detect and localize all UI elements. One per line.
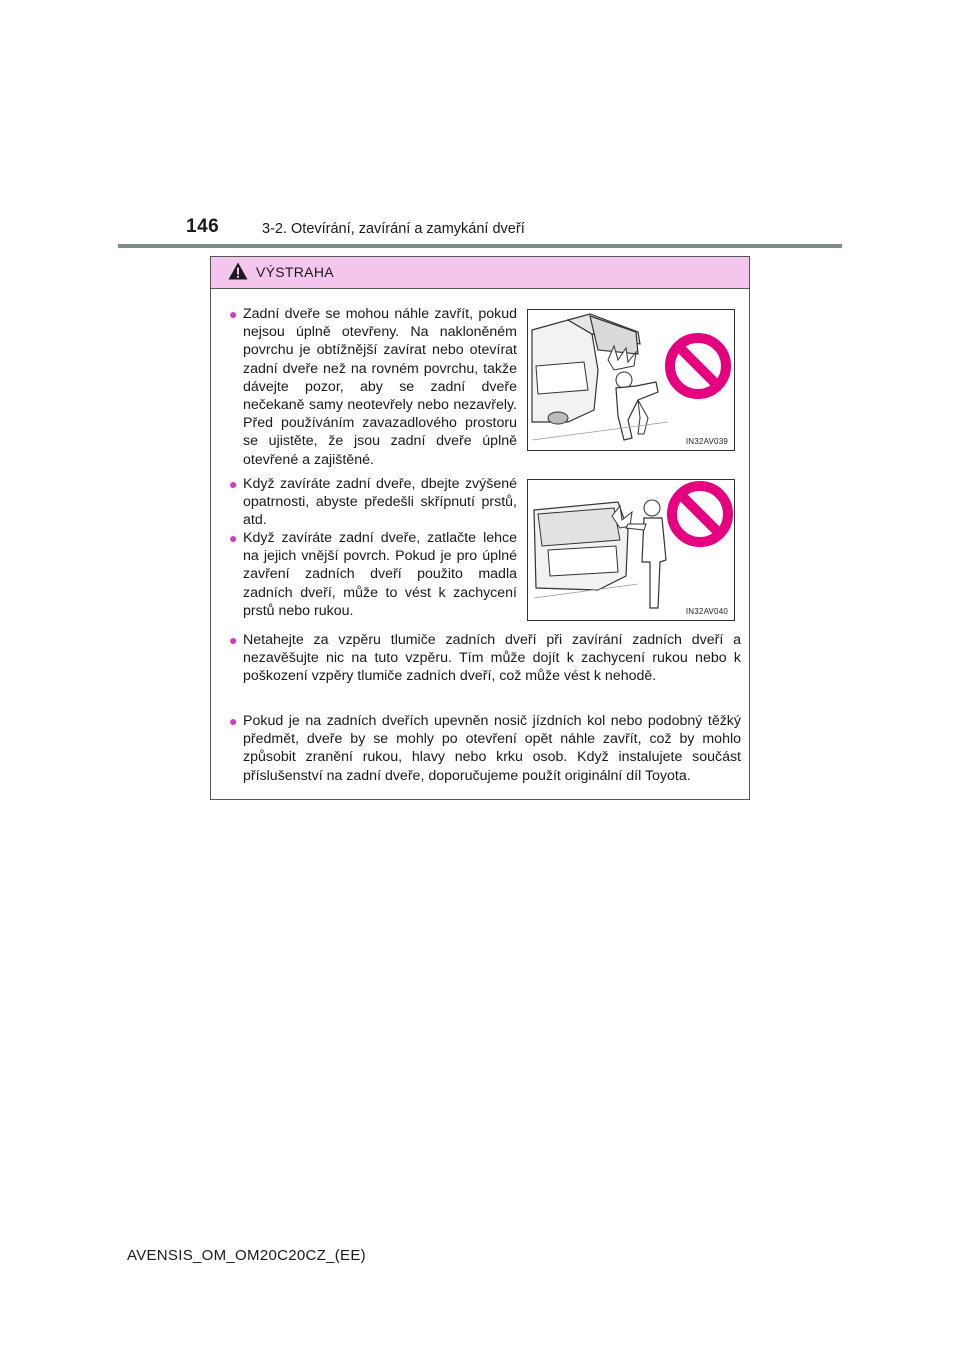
warning-item bbox=[229, 305, 517, 469]
warning-box bbox=[210, 256, 750, 800]
finger-pinch-illustration bbox=[528, 480, 734, 620]
warning-title: VÝSTRAHA bbox=[256, 264, 334, 280]
warning-item-text: Když zavíráte zadní dveře, dbejte zvýšené opatrnosti, abyste předešli skřípnutí prstů, atd. bbox=[243, 476, 517, 529]
prohibition-icon bbox=[672, 486, 728, 542]
warning-header bbox=[211, 257, 749, 289]
bullet-icon: ● bbox=[229, 530, 238, 546]
section-title: 3-2. Otevírání, zavírání a zamykání dveří bbox=[262, 221, 525, 237]
warning-item bbox=[229, 529, 517, 620]
warning-triangle-icon bbox=[228, 262, 248, 280]
bullet-icon: ● bbox=[229, 476, 238, 492]
page-number: 146 bbox=[186, 216, 220, 237]
warning-item-text: Zadní dveře se mohou náhle zavřít, pokud nejsou úplně otevřeny. Na nakloněném povrchu je obtížnější zavírat nebo otevírat zadní dveře než na rovném povrchu, takže dávejte pozor, aby se zadní dveře nečekaně samy neotevřely nebo nezavřely. Před používáním zavazadlového prostoru se ujistěte, že jsou zadní dveře úplně otevřené a zajištěné. bbox=[243, 306, 517, 468]
header-rule bbox=[118, 244, 842, 248]
warning-item-text: Pokud je na zadních dveřích upevněn nosič jízdních kol nebo podobný těžký předmět, dveře by se mohly po otevření opět náhle zavřít, což by mohlo způsobit zranění rukou, hlavy nebo krku osob. Když instalujete součást příslušenství na zadní dveře, doporučujeme použít originální díl Toyota. bbox=[243, 713, 741, 784]
warning-item bbox=[229, 475, 517, 530]
illustration-finger-pinch bbox=[527, 479, 735, 621]
warning-item bbox=[229, 631, 741, 686]
illustration-tailgate-slope bbox=[527, 309, 735, 451]
document-id: AVENSIS_OM_OM20C20CZ_(EE) bbox=[127, 1247, 366, 1264]
bullet-icon: ● bbox=[229, 713, 238, 729]
bullet-icon: ● bbox=[229, 306, 238, 322]
warning-item bbox=[229, 712, 741, 785]
figure-code: IN32AV039 bbox=[685, 437, 728, 446]
warning-item-text: Když zavíráte zadní dveře, zatlačte lehce na jejich vnější povrch. Pokud je pro úplné zavření zadních dveří použito madla zadních dveří, může to vést k zachycení prstů nebo rukou. bbox=[243, 530, 517, 619]
prohibition-icon bbox=[670, 338, 726, 394]
bullet-icon: ● bbox=[229, 632, 238, 648]
tailgate-closing-illustration bbox=[528, 310, 734, 450]
warning-item-text: Netahejte za vzpěru tlumiče zadních dveří při zavírání zadních dveří a nezavěšujte nic na tuto vzpěru. Tím může dojít k zachycení rukou nebo k poškození vzpěry tlumiče zadních dveří, což může vést k nehodě. bbox=[243, 632, 741, 685]
figure-code: IN32AV040 bbox=[685, 607, 728, 616]
